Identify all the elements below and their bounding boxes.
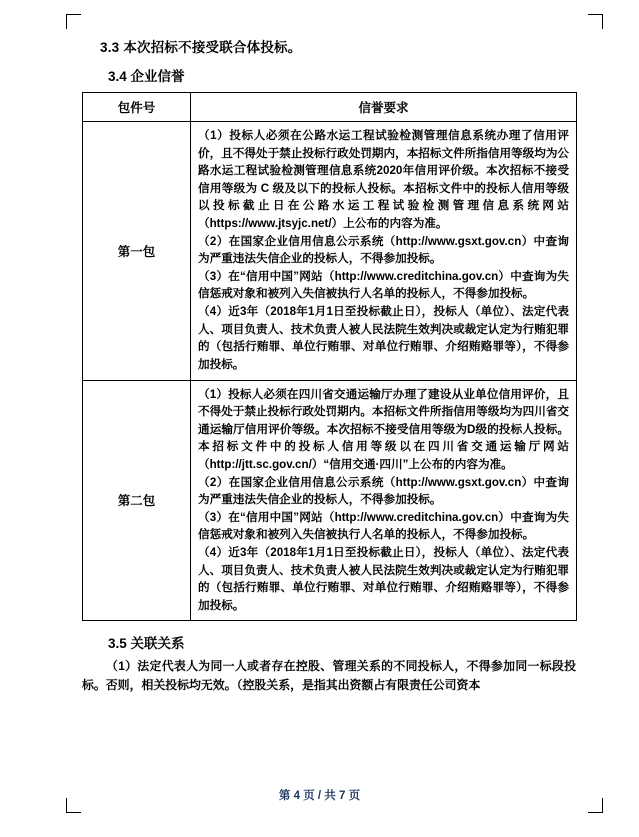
requirement-item: （3）在“信用中国”网站（http://www.creditchina.gov.cn）中查询为失信惩戒对象和被列入失信被执行人名单的投标人，不得参加投标。 <box>198 510 569 542</box>
requirement-item: （3）在“信用中国”网站（http://www.creditchina.gov.cn）中查询为失信惩戒对象和被列入失信被执行人名单的投标人，不得参加投标。 <box>198 269 569 301</box>
section-heading-3-3: 3.3 本次招标不接受联合体投标。 <box>100 40 302 55</box>
column-header-requirement: 信誉要求 <box>191 93 577 122</box>
package-label-2: 第二包 <box>83 380 191 621</box>
requirement-item: （2）在国家企业信用信息公示系统（http://www.gsxt.gov.cn）中查询为严重违法失信企业的投标人，不得参加投标。 <box>198 475 569 507</box>
requirement-item: （1）投标人必须在四川省交通运输厅办理了建设从业单位信用评价，且不得处于禁止投标行政处罚期内。本招标文件所指信用等级均为四川省交通运输厅信用评价等级。本次招标不接受信用等级为D级的投标人投标。本招标文件中的投标人信用等级以在四川省交通运输厅网站（http://jtt.sc.gov.cn/）“信用交通·四川”上公布的内容为准。 <box>198 387 570 471</box>
requirement-item: （4）近3年（2018年1月1日至投标截止日），投标人（单位）、法定代表人、项目负责人、技术负责人被人民法院生效判决或裁定认定为行贿犯罪的（包括行贿罪、单位行贿罪、对单位行贿罪、介绍贿赂罪等），不得参加投标。 <box>198 305 570 371</box>
package-label-1: 第一包 <box>83 122 191 381</box>
table-row <box>83 380 577 621</box>
crop-mark-top-left <box>66 14 81 29</box>
requirement-cell-2 <box>191 380 577 621</box>
section-heading-3-4: 3.4 企业信誉 <box>108 69 185 84</box>
table-row <box>83 122 577 381</box>
section-heading-3-5: 3.5 关联关系 <box>108 636 185 652</box>
column-header-package: 包件号 <box>83 93 191 122</box>
requirement-item: （4）近3年（2018年1月1日至投标截止日），投标人（单位）、法定代表人、项目负责人、技术负责人被人民法院生效判决或裁定认定为行贿犯罪的（包括行贿罪、单位行贿罪、对单位行贿罪、介绍贿赂罪等），不得参加投标。 <box>198 546 570 612</box>
related-party-paragraph: （1）法定代表人为同一人或者存在控股、管理关系的不同投标人，不得参加同一标段投标。否则，相关投标均无效。（控股关系，是指其出资额占有限责任公司资本 <box>82 659 576 692</box>
page-footer: 第 4 页 / 共 7 页 <box>278 790 361 802</box>
requirement-item: （1）投标人必须在公路水运工程试验检测管理信息系统办理了信用评价，且不得处于禁止投标行政处罚期内，本招标文件所指信用等级均为公路水运工程试验检测管理信息系统2020年信用评价级。本次招标不接受信用等级为 C 级及以下的投标人投标。本招标文件中的投标人信用等级以投标截止日在公路水运工程试验检测管理信息系统网站（https://www.jtsyjc.net/）上公布的内容为准。 <box>198 129 570 231</box>
table-header-row <box>83 93 577 122</box>
document-content <box>82 36 576 694</box>
requirement-cell-1 <box>191 122 577 381</box>
enterprise-credit-table <box>82 92 577 621</box>
requirement-item: （2）在国家企业信用信息公示系统（http://www.gsxt.gov.cn）中查询为严重违法失信企业的投标人，不得参加投标。 <box>198 234 569 266</box>
crop-mark-top-right <box>588 14 603 29</box>
